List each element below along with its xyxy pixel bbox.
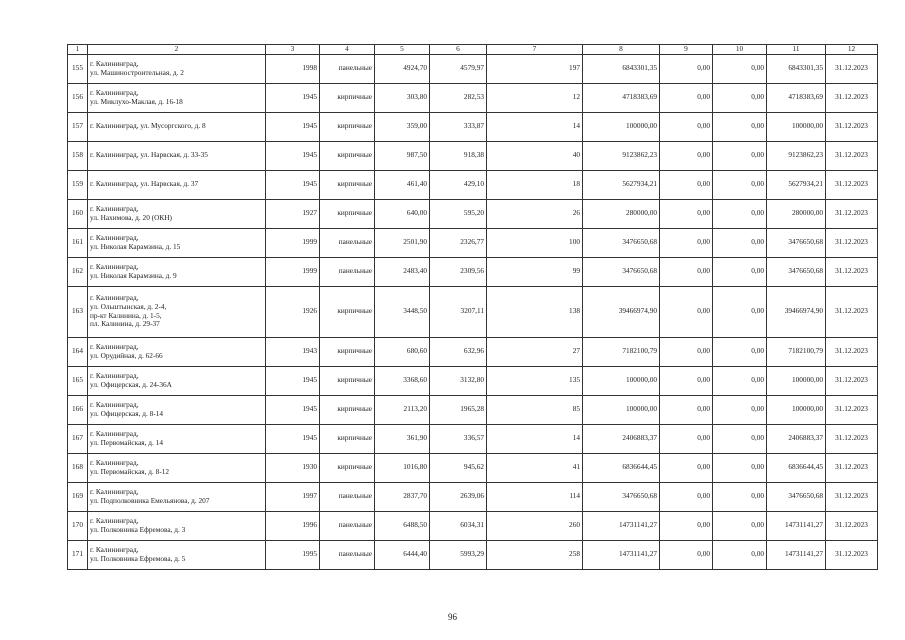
table-row	[68, 511, 878, 540]
table-row	[68, 112, 878, 141]
column-9-cell: 0,00	[660, 511, 713, 540]
column-9-cell: 0,00	[660, 424, 713, 453]
column-11-cell: 6843301,35	[767, 54, 826, 83]
column-11-cell: 3476650,68	[767, 482, 826, 511]
completion-date-cell: 31.12.2023	[826, 540, 878, 569]
residents-cell: 99	[487, 257, 583, 286]
completion-date-cell: 31.12.2023	[826, 337, 878, 366]
completion-date-cell: 31.12.2023	[826, 228, 878, 257]
column-11-cell: 9123862,23	[767, 141, 826, 170]
column-10-cell: 0,00	[713, 424, 767, 453]
column-header-7: 7	[487, 45, 583, 55]
residents-cell: 14	[487, 112, 583, 141]
wall-material-cell: панельные	[320, 257, 375, 286]
repair-cost-cell: 3476650,68	[583, 228, 660, 257]
row-number: 156	[68, 83, 88, 112]
residents-cell: 26	[487, 199, 583, 228]
total-area-cell: 6444,40	[375, 540, 430, 569]
address-cell: г. Калининград, ул. Ольштынская, д. 2-4, пр-кт Калинина, д. 1-5, пл. Калинина, д. 29-37	[88, 286, 266, 337]
column-10-cell: 0,00	[713, 482, 767, 511]
year-built-cell: 1995	[266, 540, 320, 569]
living-area-cell: 2639,06	[430, 482, 487, 511]
completion-date-cell: 31.12.2023	[826, 199, 878, 228]
residents-cell: 40	[487, 141, 583, 170]
year-built-cell: 1945	[266, 141, 320, 170]
column-header-8: 8	[583, 45, 660, 55]
wall-material-cell: кирпичные	[320, 286, 375, 337]
column-10-cell: 0,00	[713, 83, 767, 112]
row-number: 168	[68, 453, 88, 482]
repair-cost-cell: 39466974,90	[583, 286, 660, 337]
column-10-cell: 0,00	[713, 141, 767, 170]
column-10-cell: 0,00	[713, 199, 767, 228]
total-area-cell: 2483,40	[375, 257, 430, 286]
wall-material-cell: кирпичные	[320, 141, 375, 170]
column-11-cell: 2406883,37	[767, 424, 826, 453]
row-number: 169	[68, 482, 88, 511]
column-11-cell: 100000,00	[767, 395, 826, 424]
residents-cell: 12	[487, 83, 583, 112]
column-10-cell: 0,00	[713, 112, 767, 141]
total-area-cell: 303,80	[375, 83, 430, 112]
wall-material-cell: панельные	[320, 482, 375, 511]
column-10-cell: 0,00	[713, 395, 767, 424]
completion-date-cell: 31.12.2023	[826, 257, 878, 286]
column-11-cell: 6836644,45	[767, 453, 826, 482]
wall-material-cell: панельные	[320, 511, 375, 540]
row-number: 170	[68, 511, 88, 540]
table-row	[68, 453, 878, 482]
column-11-cell: 39466974,90	[767, 286, 826, 337]
row-number: 158	[68, 141, 88, 170]
wall-material-cell: кирпичные	[320, 395, 375, 424]
column-9-cell: 0,00	[660, 257, 713, 286]
total-area-cell: 461,40	[375, 170, 430, 199]
wall-material-cell: кирпичные	[320, 453, 375, 482]
column-10-cell: 0,00	[713, 286, 767, 337]
completion-date-cell: 31.12.2023	[826, 112, 878, 141]
table-row	[68, 170, 878, 199]
total-area-cell: 1016,80	[375, 453, 430, 482]
completion-date-cell: 31.12.2023	[826, 83, 878, 112]
residents-cell: 138	[487, 286, 583, 337]
residents-cell: 85	[487, 395, 583, 424]
total-area-cell: 987,50	[375, 141, 430, 170]
column-10-cell: 0,00	[713, 54, 767, 83]
address-cell: г. Калининград, ул. Орудийная, д. 62-66	[88, 337, 266, 366]
residents-cell: 100	[487, 228, 583, 257]
living-area-cell: 282,53	[430, 83, 487, 112]
column-9-cell: 0,00	[660, 482, 713, 511]
row-number: 171	[68, 540, 88, 569]
address-cell: г. Калининград, ул. Нахимова, д. 20 (ОКН)	[88, 199, 266, 228]
column-9-cell: 0,00	[660, 395, 713, 424]
year-built-cell: 1997	[266, 482, 320, 511]
address-cell: г. Калининград, ул. Офицерская, д. 24-36А	[88, 366, 266, 395]
year-built-cell: 1945	[266, 83, 320, 112]
column-9-cell: 0,00	[660, 199, 713, 228]
column-9-cell: 0,00	[660, 453, 713, 482]
address-cell: г. Калининград, ул. Полковника Ефремова, д. 3	[88, 511, 266, 540]
column-9-cell: 0,00	[660, 112, 713, 141]
residents-cell: 41	[487, 453, 583, 482]
housing-register-table	[67, 44, 878, 570]
wall-material-cell: кирпичные	[320, 337, 375, 366]
completion-date-cell: 31.12.2023	[826, 395, 878, 424]
living-area-cell: 1965,28	[430, 395, 487, 424]
table-row	[68, 395, 878, 424]
table-row	[68, 424, 878, 453]
residents-cell: 18	[487, 170, 583, 199]
year-built-cell: 1999	[266, 228, 320, 257]
address-cell: г. Калининград, ул. Нарвская, д. 37	[88, 170, 266, 199]
column-9-cell: 0,00	[660, 83, 713, 112]
living-area-cell: 3132,80	[430, 366, 487, 395]
wall-material-cell: кирпичные	[320, 199, 375, 228]
repair-cost-cell: 280000,00	[583, 199, 660, 228]
column-11-cell: 7182100,79	[767, 337, 826, 366]
column-header-2: 2	[88, 45, 266, 55]
table-row	[68, 337, 878, 366]
column-11-cell: 100000,00	[767, 112, 826, 141]
column-9-cell: 0,00	[660, 141, 713, 170]
column-9-cell: 0,00	[660, 228, 713, 257]
completion-date-cell: 31.12.2023	[826, 286, 878, 337]
row-number: 162	[68, 257, 88, 286]
completion-date-cell: 31.12.2023	[826, 366, 878, 395]
row-number: 161	[68, 228, 88, 257]
completion-date-cell: 31.12.2023	[826, 511, 878, 540]
wall-material-cell: кирпичные	[320, 83, 375, 112]
table-row	[68, 141, 878, 170]
row-number: 167	[68, 424, 88, 453]
column-10-cell: 0,00	[713, 366, 767, 395]
repair-cost-cell: 5627934,21	[583, 170, 660, 199]
page-number: 96	[448, 612, 457, 622]
column-11-cell: 3476650,68	[767, 257, 826, 286]
living-area-cell: 945,62	[430, 453, 487, 482]
column-header-3: 3	[266, 45, 320, 55]
repair-cost-cell: 3476650,68	[583, 257, 660, 286]
table-row	[68, 286, 878, 337]
table-row	[68, 540, 878, 569]
column-header-6: 6	[430, 45, 487, 55]
total-area-cell: 2837,70	[375, 482, 430, 511]
row-number: 159	[68, 170, 88, 199]
column-header-1: 1	[68, 45, 88, 55]
living-area-cell: 6034,31	[430, 511, 487, 540]
column-11-cell: 3476650,68	[767, 228, 826, 257]
row-number: 164	[68, 337, 88, 366]
living-area-cell: 336,57	[430, 424, 487, 453]
living-area-cell: 2326,77	[430, 228, 487, 257]
repair-cost-cell: 100000,00	[583, 112, 660, 141]
column-10-cell: 0,00	[713, 257, 767, 286]
column-9-cell: 0,00	[660, 540, 713, 569]
total-area-cell: 6488,50	[375, 511, 430, 540]
total-area-cell: 680,60	[375, 337, 430, 366]
column-11-cell: 4718383,69	[767, 83, 826, 112]
year-built-cell: 1998	[266, 54, 320, 83]
living-area-cell: 595,20	[430, 199, 487, 228]
living-area-cell: 3207,11	[430, 286, 487, 337]
repair-cost-cell: 7182100,79	[583, 337, 660, 366]
completion-date-cell: 31.12.2023	[826, 170, 878, 199]
column-11-cell: 14731141,27	[767, 511, 826, 540]
year-built-cell: 1926	[266, 286, 320, 337]
year-built-cell: 1945	[266, 112, 320, 141]
table-row	[68, 199, 878, 228]
column-10-cell: 0,00	[713, 511, 767, 540]
total-area-cell: 361,90	[375, 424, 430, 453]
residents-cell: 260	[487, 511, 583, 540]
column-10-cell: 0,00	[713, 228, 767, 257]
address-cell: г. Калининград, ул. Нарвская, д. 33-35	[88, 141, 266, 170]
address-cell: г. Калининград, ул. Машиностроительная, д. 2	[88, 54, 266, 83]
address-cell: г. Калининград, ул. Полковника Ефремова, д. 5	[88, 540, 266, 569]
wall-material-cell: кирпичные	[320, 112, 375, 141]
table-row	[68, 83, 878, 112]
wall-material-cell: кирпичные	[320, 424, 375, 453]
column-number-row	[68, 45, 878, 55]
repair-cost-cell: 6836644,45	[583, 453, 660, 482]
address-cell: г. Калининград, ул. Миклухо-Маклая, д. 16-18	[88, 83, 266, 112]
column-9-cell: 0,00	[660, 366, 713, 395]
total-area-cell: 3448,50	[375, 286, 430, 337]
total-area-cell: 2501,90	[375, 228, 430, 257]
year-built-cell: 1999	[266, 257, 320, 286]
living-area-cell: 5993,29	[430, 540, 487, 569]
residents-cell: 14	[487, 424, 583, 453]
row-number: 165	[68, 366, 88, 395]
living-area-cell: 2309,56	[430, 257, 487, 286]
row-number: 155	[68, 54, 88, 83]
column-10-cell: 0,00	[713, 453, 767, 482]
total-area-cell: 2113,20	[375, 395, 430, 424]
table-header	[68, 45, 878, 55]
repair-cost-cell: 100000,00	[583, 366, 660, 395]
table-row	[68, 366, 878, 395]
table-row	[68, 54, 878, 83]
repair-cost-cell: 2406883,37	[583, 424, 660, 453]
address-cell: г. Калининград, ул. Офицерская, д. 8-14	[88, 395, 266, 424]
column-9-cell: 0,00	[660, 337, 713, 366]
repair-cost-cell: 14731141,27	[583, 540, 660, 569]
completion-date-cell: 31.12.2023	[826, 424, 878, 453]
repair-cost-cell: 14731141,27	[583, 511, 660, 540]
column-11-cell: 280000,00	[767, 199, 826, 228]
residents-cell: 197	[487, 54, 583, 83]
address-cell: г. Калининград, ул. Подполковника Емельянова, д. 207	[88, 482, 266, 511]
column-header-12: 12	[826, 45, 878, 55]
row-number: 163	[68, 286, 88, 337]
wall-material-cell: панельные	[320, 540, 375, 569]
column-header-10: 10	[713, 45, 767, 55]
row-number: 160	[68, 199, 88, 228]
year-built-cell: 1945	[266, 170, 320, 199]
row-number: 166	[68, 395, 88, 424]
year-built-cell: 1943	[266, 337, 320, 366]
column-11-cell: 100000,00	[767, 366, 826, 395]
repair-cost-cell: 4718383,69	[583, 83, 660, 112]
column-11-cell: 14731141,27	[767, 540, 826, 569]
address-cell: г. Калининград, ул. Мусоргского, д. 8	[88, 112, 266, 141]
table-row	[68, 482, 878, 511]
repair-cost-cell: 6843301,35	[583, 54, 660, 83]
column-10-cell: 0,00	[713, 337, 767, 366]
residents-cell: 114	[487, 482, 583, 511]
column-header-11: 11	[767, 45, 826, 55]
completion-date-cell: 31.12.2023	[826, 54, 878, 83]
row-number: 157	[68, 112, 88, 141]
wall-material-cell: панельные	[320, 228, 375, 257]
total-area-cell: 359,00	[375, 112, 430, 141]
total-area-cell: 3368,60	[375, 366, 430, 395]
completion-date-cell: 31.12.2023	[826, 141, 878, 170]
column-11-cell: 5627934,21	[767, 170, 826, 199]
residents-cell: 135	[487, 366, 583, 395]
column-header-9: 9	[660, 45, 713, 55]
completion-date-cell: 31.12.2023	[826, 453, 878, 482]
total-area-cell: 640,00	[375, 199, 430, 228]
living-area-cell: 4579,97	[430, 54, 487, 83]
repair-cost-cell: 3476650,68	[583, 482, 660, 511]
column-header-4: 4	[320, 45, 375, 55]
address-cell: г. Калининград, ул. Первомайская, д. 8-12	[88, 453, 266, 482]
wall-material-cell: кирпичные	[320, 366, 375, 395]
year-built-cell: 1945	[266, 395, 320, 424]
column-9-cell: 0,00	[660, 170, 713, 199]
table-body	[68, 54, 878, 569]
year-built-cell: 1930	[266, 453, 320, 482]
year-built-cell: 1996	[266, 511, 320, 540]
address-cell: г. Калининград, ул. Первомайская, д. 14	[88, 424, 266, 453]
completion-date-cell: 31.12.2023	[826, 482, 878, 511]
year-built-cell: 1927	[266, 199, 320, 228]
address-cell: г. Калининград, ул. Николая Карамзина, д. 15	[88, 228, 266, 257]
living-area-cell: 429,10	[430, 170, 487, 199]
residents-cell: 258	[487, 540, 583, 569]
column-header-5: 5	[375, 45, 430, 55]
year-built-cell: 1945	[266, 424, 320, 453]
living-area-cell: 632,96	[430, 337, 487, 366]
living-area-cell: 333,87	[430, 112, 487, 141]
column-9-cell: 0,00	[660, 54, 713, 83]
year-built-cell: 1945	[266, 366, 320, 395]
address-cell: г. Калининград, ул. Николая Карамзина, д. 9	[88, 257, 266, 286]
wall-material-cell: кирпичные	[320, 170, 375, 199]
column-10-cell: 0,00	[713, 170, 767, 199]
column-10-cell: 0,00	[713, 540, 767, 569]
repair-cost-cell: 100000,00	[583, 395, 660, 424]
residents-cell: 27	[487, 337, 583, 366]
table-row	[68, 257, 878, 286]
total-area-cell: 4924,70	[375, 54, 430, 83]
table-row	[68, 228, 878, 257]
repair-cost-cell: 9123862,23	[583, 141, 660, 170]
living-area-cell: 918,38	[430, 141, 487, 170]
wall-material-cell: панельные	[320, 54, 375, 83]
column-9-cell: 0,00	[660, 286, 713, 337]
